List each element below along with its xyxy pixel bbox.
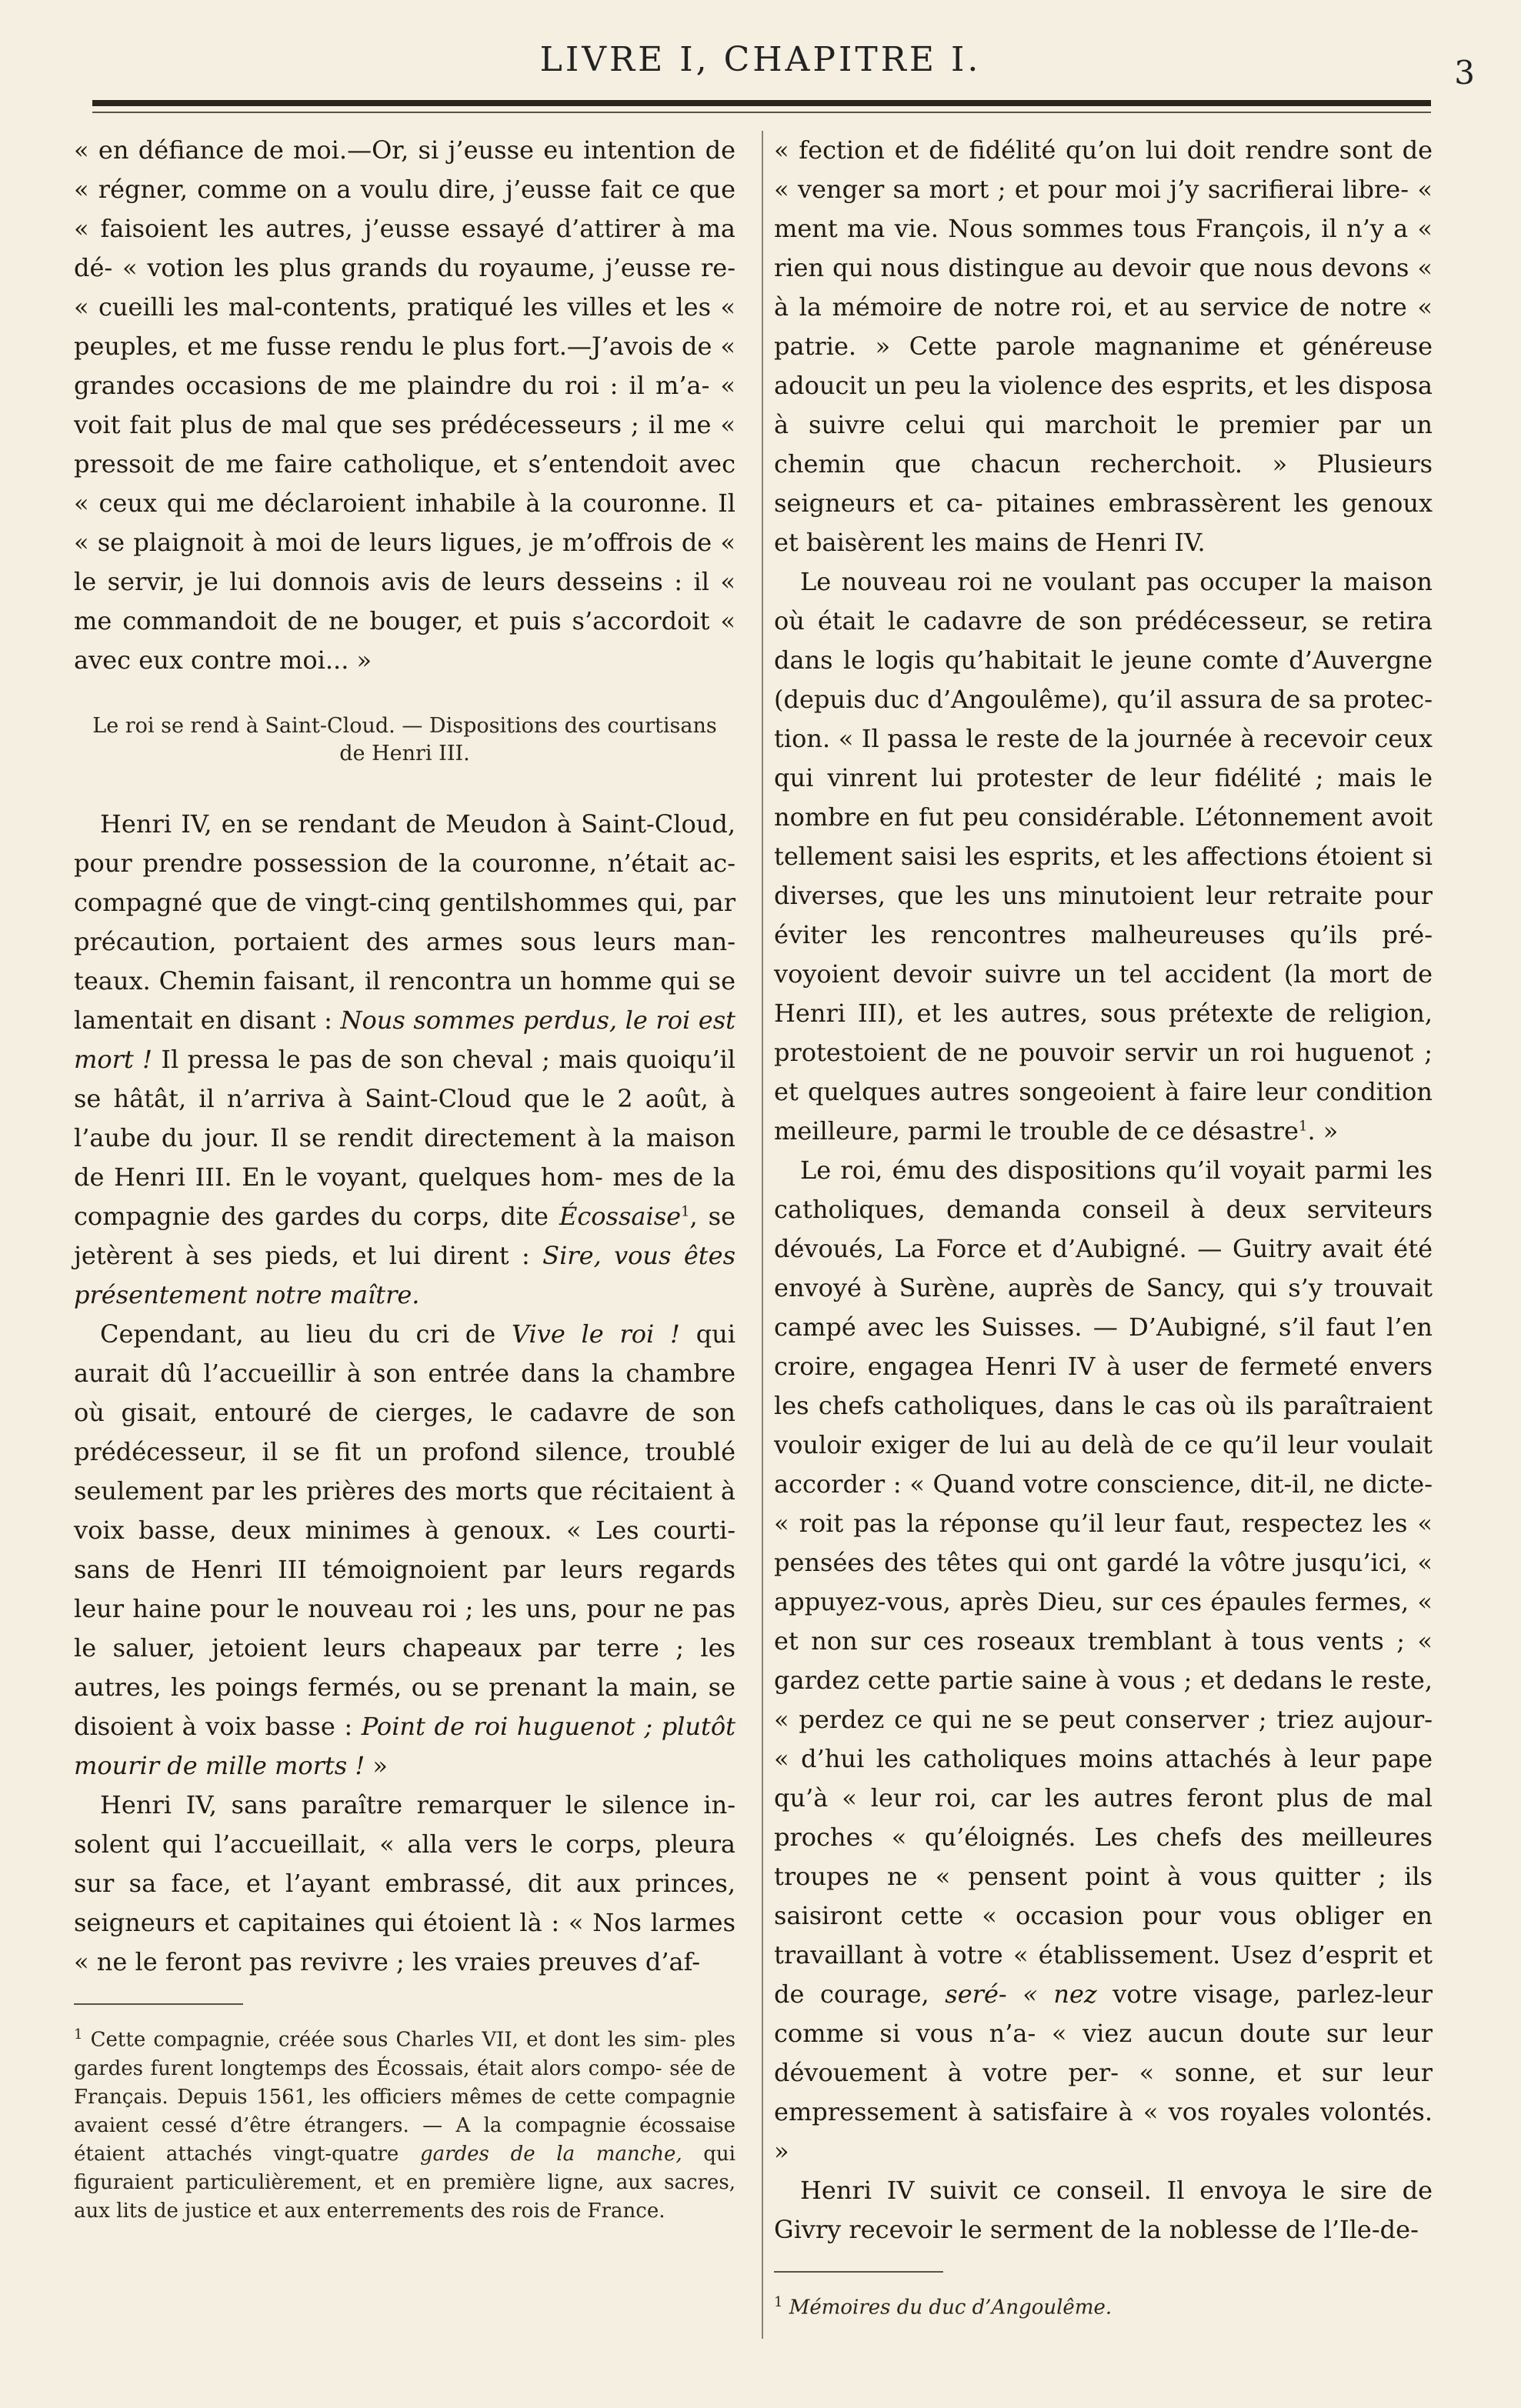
right-column: [774, 131, 1433, 2323]
running-title: LIVRE I, CHAPITRE I.: [539, 40, 982, 79]
text-run: qui figuraient particulièrement, et en première ligne, aux sacres, aux lits de justice et aux enterrements des rois de France.: [74, 2142, 735, 2223]
page-number: 3: [1454, 54, 1475, 92]
italic-term: Écossaise: [559, 1202, 682, 1231]
italic-term: gardes de la manche,: [419, 2142, 682, 2166]
paragraph-courtiers-silence: [74, 1315, 735, 1786]
italic-quote: Vive le roi !: [511, 1319, 680, 1349]
italic-quote: Point de roi huguenot ; plutôt mourir de mille morts !: [74, 1712, 735, 1780]
text-run: »: [365, 1751, 388, 1780]
footnote-reference: 1: [1298, 1118, 1308, 1135]
footnote-rule: [74, 2003, 243, 2005]
italic-term: seré- « nez: [945, 1979, 1097, 2009]
paragraph-givry: Henri IV suivit ce conseil. Il envoya le sire de Givry recevoir le serment de la noblesse de l’Ile-de-: [774, 2176, 1433, 2244]
paragraph-speech-continuation: « fection et de fidélité qu’on lui doit rendre sont de « venger sa mort ; et pour moi j’y sacrifierai libre- « ment ma vie. Nous sommes tous François, il n’y a « rien qui nous distingue au devoir que nous devons « à la mémoire de notre roi, et au service de notre « patrie. » Cette parole magnanime et généreuse adoucit un peu la violence des esprits, et les disposa à suivre celui qui marchoit le premier par un chemin que chacun recherchoit. » Plusieurs seigneurs et ca- pitaines embrassèrent les genoux et baisèrent les mains de Henri IV.: [774, 135, 1433, 557]
paragraph-new-king-lodging: [774, 562, 1433, 1151]
text-run: qui aurait dû l’accueillir à son entrée dans la chambre où gisait, entouré de cierges, le cadavre de son prédécesseur, il se fit un profond silence, troublé seulement par les prières des morts que récitaient à voix basse, deux minimes à genoux. « Les courti- sans de Henri III témoignoient par leurs regards leur haine pour le nouveau roi ; les uns, pour ne pas le saluer, jetoient leurs chapeaux par terre ; les autres, les poings fermés, ou se prenant la main, se disoient à voix basse :: [74, 1319, 736, 1741]
footnote-rule: [774, 2271, 943, 2273]
footnote: [774, 2288, 1433, 2323]
text-run: Il pressa le pas de son cheval ; mais quoiqu’il se hâtât, il n’arriva à Saint-Cloud que le 2 août, à l’aube du jour. Il se rendit directement à la maison de Henri III. En le voyant, quelques hom- mes de la compagnie des gardes du corps, dite: [74, 1045, 736, 1231]
paragraph-quote-continuation: « en défiance de moi.—Or, si j’eusse eu intention de « régner, comme on a voulu dire, j’eusse fait ce que « faisoient les autres, j’eusse essayé d’attirer à ma dé- « votion les plus grands du royaume, j’eusse re- « cueilli les mal-contents, pratiqué les villes et les « peuples, et me fusse rendu le plus fort.—J’avois de « grandes occasions de me plaindre du roi : il m’a- « voit fait plus de mal que ses prédécesseurs ; il me « pressoit de me faire catholique, et s’entendoit avec « ceux qui me déclaroient inhabile à la couronne. Il « se plaignoit à moi de leurs ligues, je m’offrois de « le servir, je lui donnois avis de leurs desseins : il « me commandoit de ne bouger, et puis s’accordoit « avec eux contre moi... »: [74, 135, 735, 675]
text-run: Henri IV, en se rendant de Meudon à Saint-Cloud, pour prendre possession de la couronne, n’était ac- compagné que de vingt-cinq gentilshommes qui, par précaution, portaient des armes sous leurs man- teaux. Chemin faisant, il rencontra un homme qui se lamentait en disant :: [74, 809, 735, 1035]
text-run: Le nouveau roi ne voulant pas occuper la maison où était le cadavre de son prédécesseur, se retira dans le logis qu’habitait le jeune comte d’Auvergne (depuis duc d’Angoulême), qu’il assura de sa protec- tion. « Il passa le reste de la journée à recevoir ceux qui vinrent lui protester de leur fidélité ; mais le nombre en fut peu considérable. L’étonnement avoit tellement saisi les esprits, et les affections étoient si diverses, que les uns minutoient leur retraite pour éviter les rencontres malheureuses qu’ils pré- voyoient devoir suivre un tel accident (la mort de Henri III), et les autres, sous prétexte de religion, protestoient de ne pouvoir servir un roi huguenot ; et quelques autres songeoient à faire leur condition meilleure, parmi le trouble de ce désastre: [774, 567, 1433, 1146]
header-rule-thin: [92, 112, 1431, 113]
section-summary: Le roi se rend à Saint-Cloud. — Dispositions des courtisans de Henri III.: [92, 714, 717, 765]
left-column: [74, 131, 735, 2226]
footnote-reference: 1: [681, 1203, 690, 1220]
italic-quote: Nous sommes perdus, le roi est mort !: [74, 1006, 736, 1074]
text-run: Cependant, au lieu du cri de: [100, 1319, 512, 1349]
text-run: . »: [1307, 1116, 1339, 1146]
text-run: Le roi, ému des dispositions qu’il voyait parmi les catholiques, demanda conseil à deux serviteurs dévoués, La Force et d’Aubigné. — Guitry avait été envoyé à Surène, auprès de Sancy, qui s’y trouvait campé avec les Suisses. — D’Aubigné, s’il faut l’en croire, engagea Henri IV à user de fermeté envers les chefs catholiques, dans le cas où ils paraîtraient vouloir exiger de lui au delà de ce qu’il leur voulait accorder : « Quand votre conscience, dit-il, ne dicte- « roit pas la réponse qu’il leur faut, respectez les « pensées des têtes qui ont gardé la vôtre jusqu’ici, « appuyez-vous, après Dieu, sur ces épaules fermes, « et non sur ces roseaux tremblant à tous vents ; « gardez cette partie saine à vous ; et dedans le reste, « perdez ce qui ne se peut conserver ; triez aujour- « d’hui les catholiques moins attachés à leur pape qu’à « leur roi, car les autres feront plus de mal proches « qu’éloignés. Les chefs des meilleures troupes ne « pensent point à vous quitter ; ils saisiront cette « occasion pour vous obliger en travaillant à votre « établissement. Usez d’esprit et de courage,: [774, 1156, 1433, 2009]
text-run: votre visage, parlez-leur comme si vous n’a- « viez aucun doute sur leur dévouement à votre per- « sonne, et sur leur empressement à satisfaire à « vos royales volontés. »: [774, 1979, 1433, 2166]
footnote-marker: 1: [774, 2294, 783, 2310]
text-run: Cette compagnie, créée sous Charles VII, et dont les sim- ples gardes furent longtemps des Écossais, était alors compo- sée de Français. Depuis 1561, les officiers mêmes de cette compagnie avaient cessé d’être étrangers. — A la compagnie écossaise étaient attachés vingt-quatre: [74, 2028, 735, 2166]
italic-citation: Mémoires du duc d’Angoulême.: [789, 2296, 1112, 2320]
footnote-marker: 1: [74, 2026, 83, 2043]
header-rule: [92, 100, 1431, 106]
paragraph-arrival-saint-cloud: [74, 805, 735, 1315]
paragraph-henri-iv-speech: Henri IV, sans paraître remarquer le silence in- solent qui l’accueillait, « alla vers le corps, pleura sur sa face, et l’ayant embrassé, dit aux princes, seigneurs et capitaines qui étoient là : « Nos larmes « ne le feront pas revivre ; les vraies preuves d’af-: [74, 1790, 735, 1976]
column-divider: [762, 131, 763, 2339]
paragraph-counsel-aubigne: [774, 1151, 1433, 2171]
footnote: [74, 2020, 735, 2226]
text-run: , se jetèrent à ses pieds, et lui dirent :: [74, 1202, 736, 1270]
italic-quote: Sire, vous êtes présentement notre maître.: [74, 1241, 736, 1309]
